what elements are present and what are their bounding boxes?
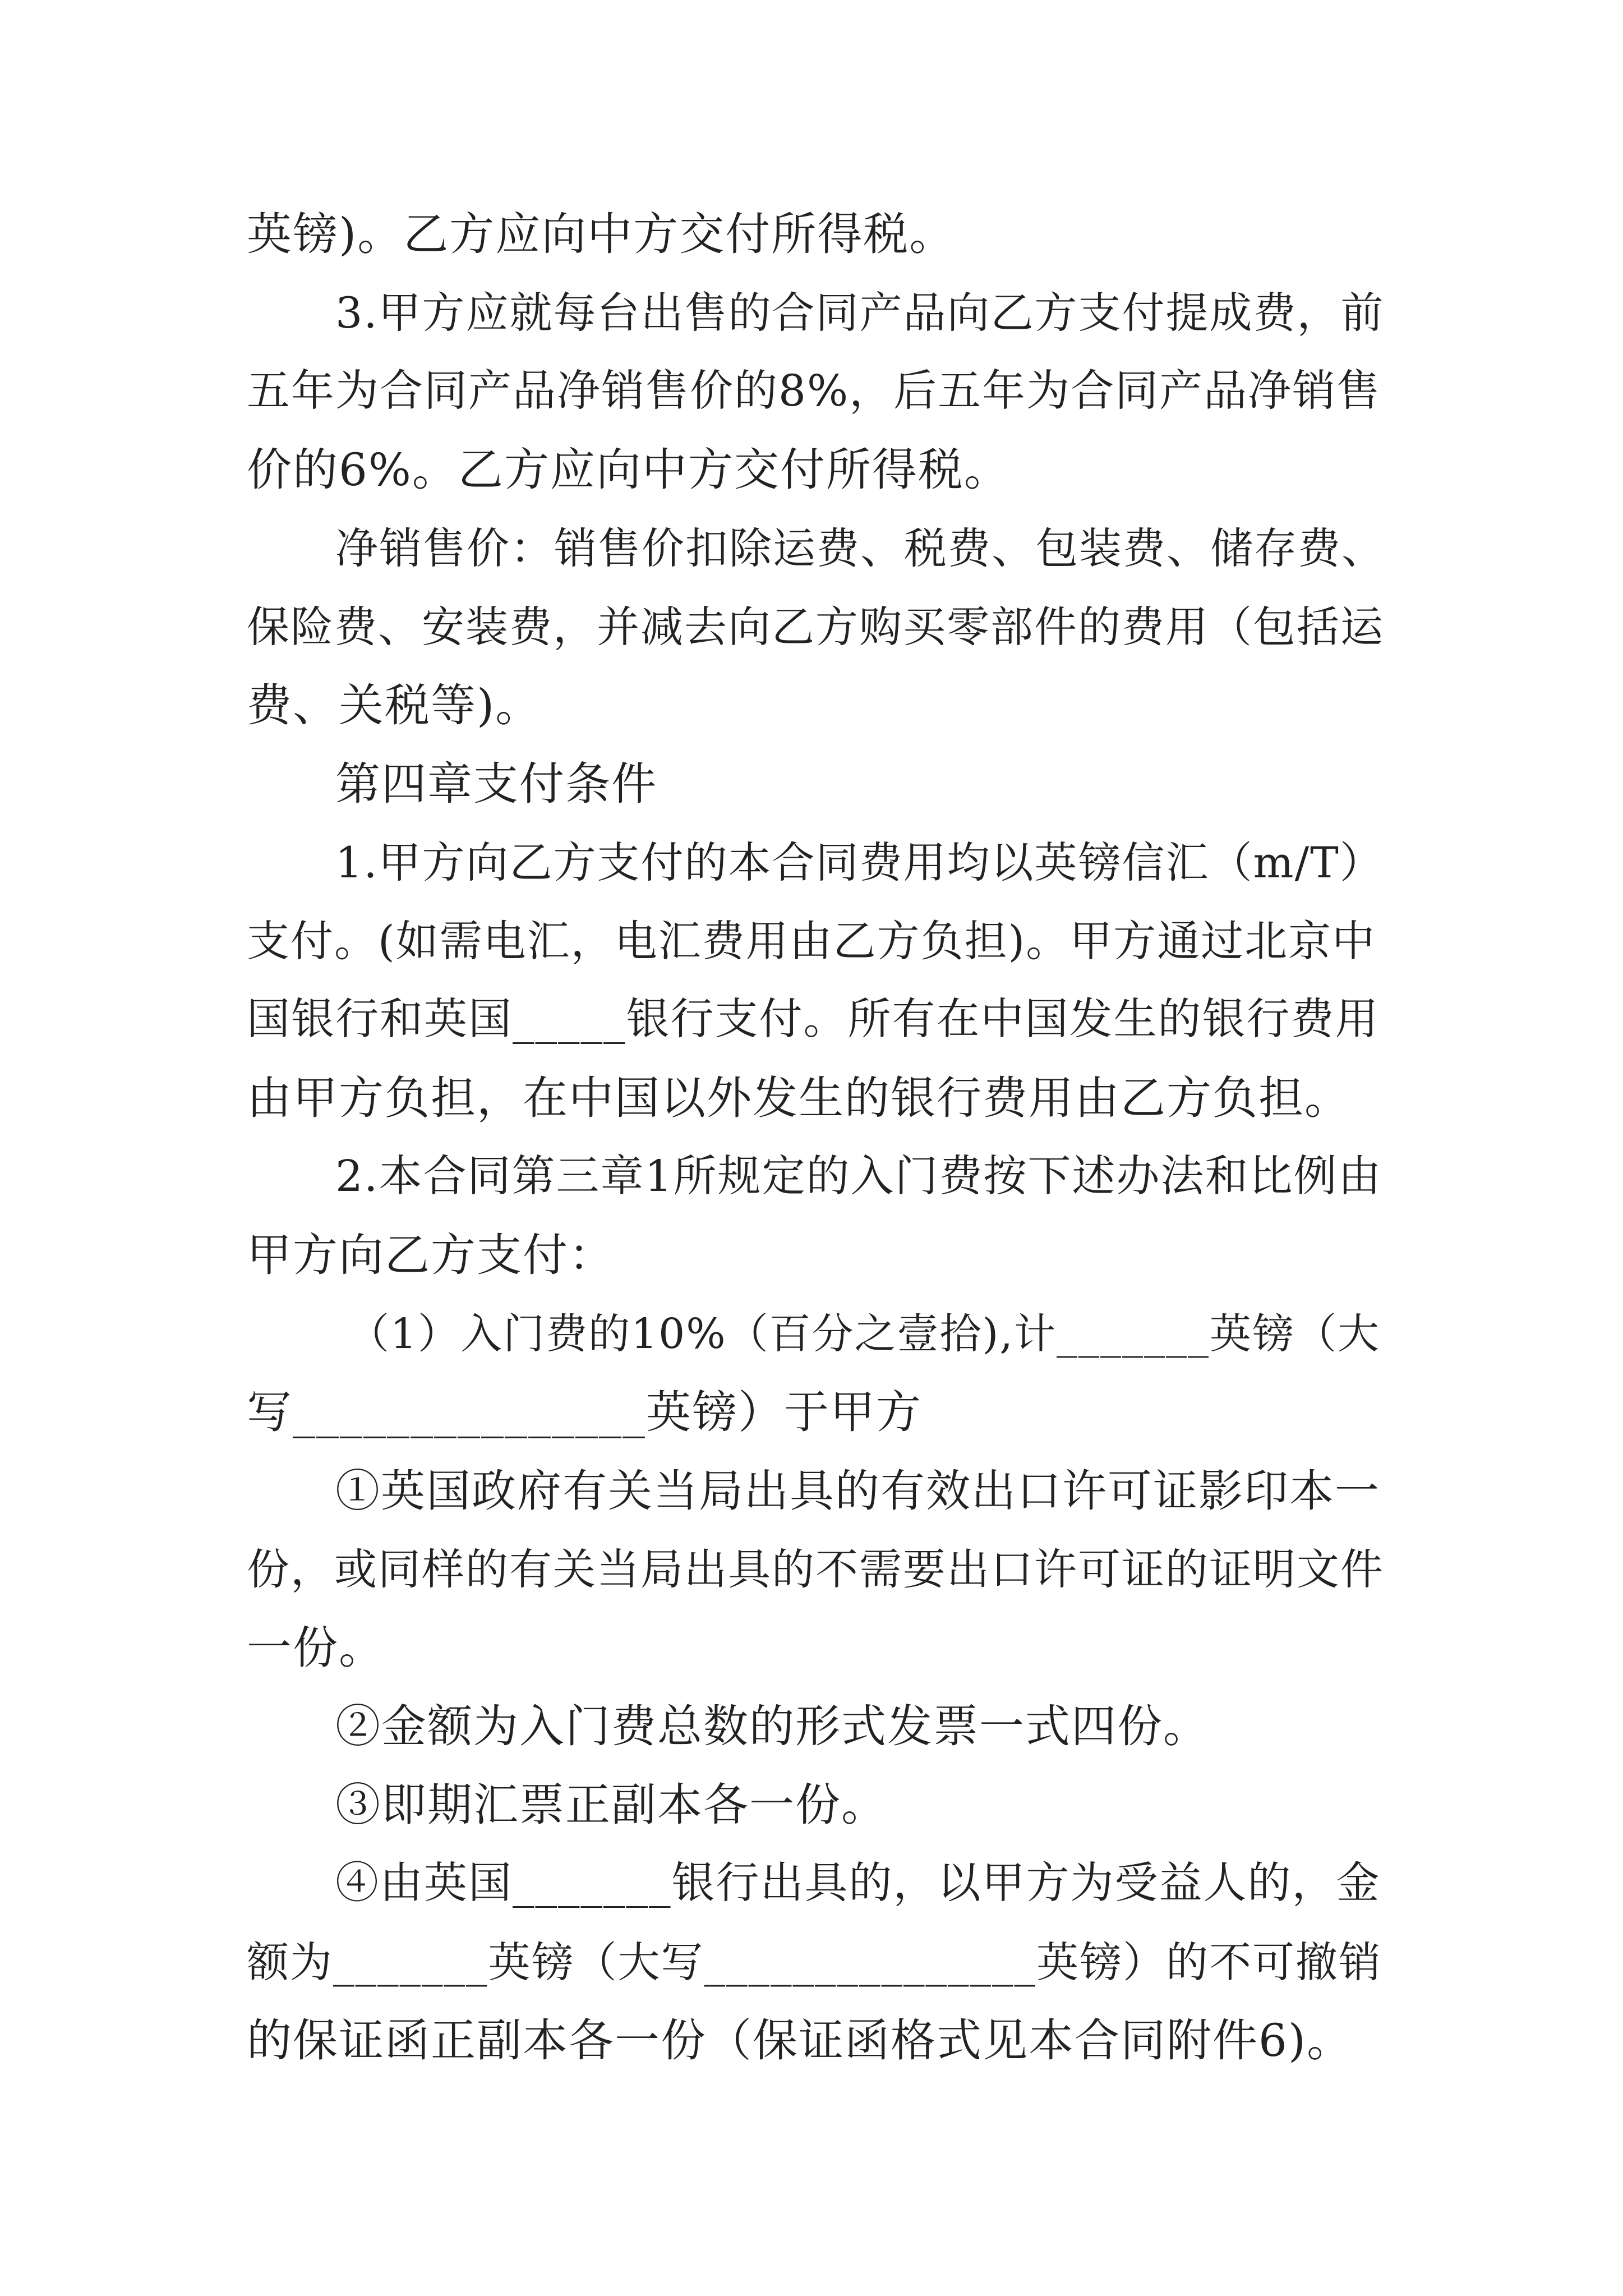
text-line: ①英国政府有关当局出具的有效出口许可证影印本一 (335, 1465, 1380, 1517)
text-line: 由甲方负担，在中国以外发生的银行费用由乙方负担。 (247, 1072, 1350, 1124)
text-line: 甲方向乙方支付： (247, 1229, 615, 1281)
text-line: 份，或同样的有关当局出具的不需要出口许可证的证明文件 (247, 1544, 1384, 1594)
text-line: 净销售价：销售价扣除运费、税费、包装费、储存费、 (335, 523, 1385, 573)
text-line: 3.甲方应就每台出售的合同产品向乙方支付提成费，前 (335, 288, 1385, 338)
text-line: 保险费、安装费，并减去向乙方购买零部件的费用（包括运 (247, 602, 1384, 652)
text-line: 支付。(如需电汇，电汇费用由乙方负担)。甲方通过北京中 (247, 916, 1376, 966)
text-line: 一份。 (247, 1622, 385, 1674)
text-line: 五年为合同产品净销售价的8%，后五年为合同产品净销售 (247, 366, 1381, 416)
text-line: 国银行和英国_____银行支付。所有在中国发生的银行费用 (247, 995, 1380, 1045)
text-line: ③即期汇票正副本各一份。 (335, 1779, 887, 1831)
text-line: 的保证函正副本各一份（保证函格式见本合同附件6)。 (247, 2014, 1353, 2067)
text-line: ④由英国_______银行出具的，以甲方为受益人的，金 (335, 1858, 1381, 1908)
text-line: （1）入门费的10%（百分之壹拾),计_______英镑（大 (348, 1310, 1380, 1358)
text-line: 写_______________英镑）于甲方 (247, 1386, 922, 1438)
text-line: 费、关税等)。 (247, 679, 542, 731)
chapter-heading: 第四章支付条件 (335, 758, 657, 810)
text-line: 2.本合同第三章1所规定的入门费按下述办法和比例由 (335, 1152, 1382, 1202)
text-line: 额为_______英镑（大写_______________英镑）的不可撤销 (247, 1938, 1382, 1987)
text-line: ②金额为入门费总数的形式发票一式四份。 (335, 1700, 1209, 1752)
text-line: 1.甲方向乙方支付的本合同费用均以英镑信汇（m/T） (335, 838, 1384, 887)
text-line: 英镑)。乙方应向中方交付所得税。 (247, 208, 956, 260)
text-line: 价的6%。乙方应向中方交付所得税。 (247, 444, 1010, 496)
